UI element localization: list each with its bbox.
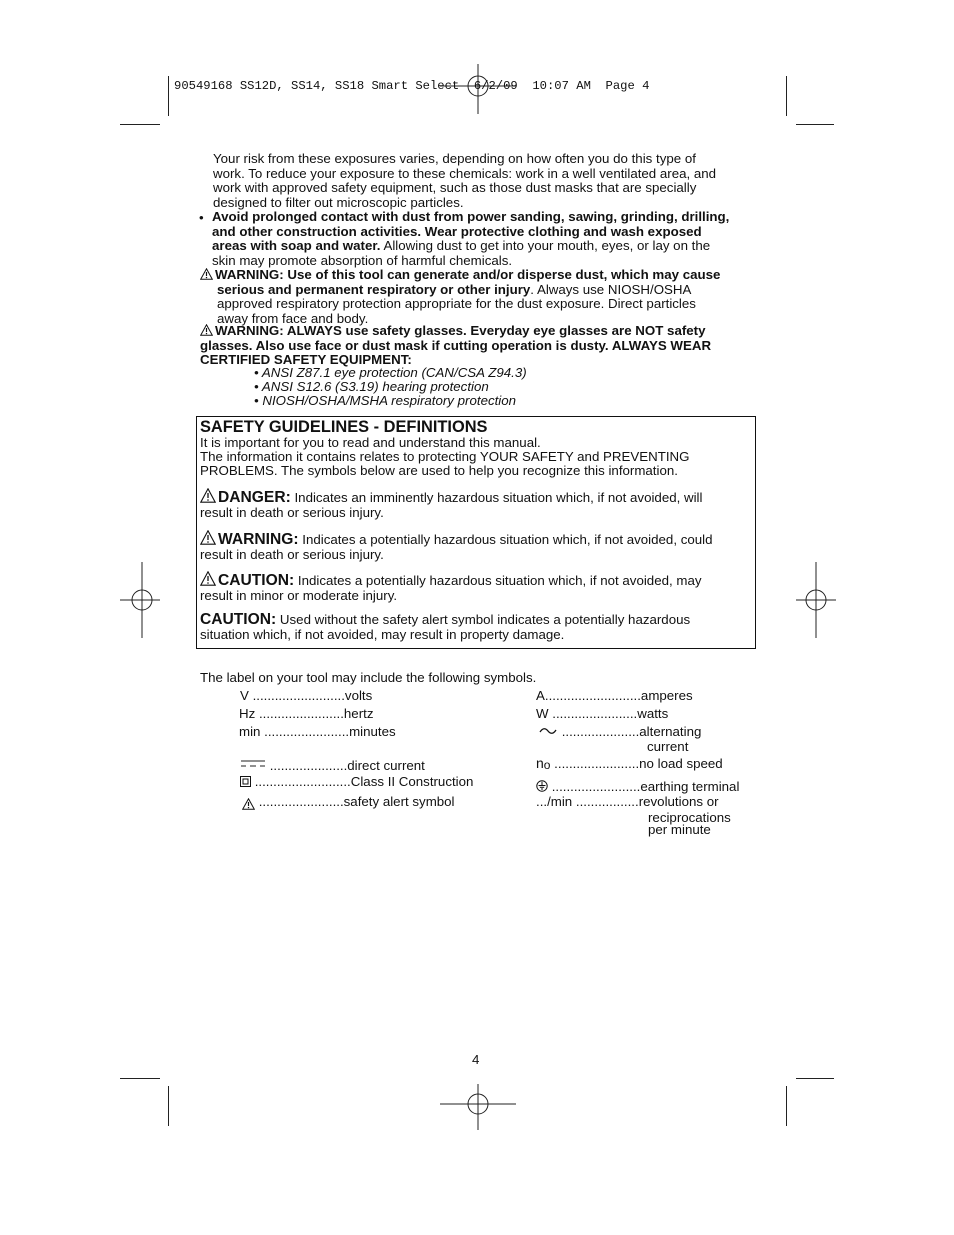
- direct-current-icon: [240, 759, 266, 769]
- text: .....................alternating: [558, 724, 702, 739]
- text-line: PROBLEMS. The symbols below are used to help you recognize this information.: [200, 463, 678, 479]
- warning-label: WARNING:: [218, 531, 299, 548]
- symbol-amperes: A..........................amperes: [536, 688, 693, 703]
- list-item: • ANSI S12.6 (S3.19) hearing protection: [254, 379, 489, 395]
- text-bold: WARNING: Use of this tool can generate and/or disperse dust, which may cause: [215, 267, 721, 282]
- crop-mark: [786, 76, 787, 116]
- symbol-no-load-speed: [536, 755, 723, 772]
- text-line: result in death or serious injury.: [200, 504, 384, 520]
- symbol-revolutions-line2: reciprocations: [648, 810, 731, 825]
- caution-definition: [200, 571, 702, 603]
- danger-definition: [200, 488, 702, 520]
- symbol-class-ii: [240, 774, 473, 789]
- text-line: work with approved safety equipment, such as those dust masks that are specially: [213, 180, 697, 196]
- registration-mark-icon: [120, 562, 160, 638]
- crop-mark: [120, 124, 160, 125]
- caution-label: CAUTION:: [200, 611, 277, 628]
- text-line: The information it contains relates to protecting YOUR SAFETY and PREVENTING: [200, 449, 690, 465]
- text: Indicates an imminently hazardous situation which, if not avoided, will: [290, 490, 703, 505]
- safety-alert-icon: [200, 571, 216, 586]
- bullet-mark: •: [199, 210, 204, 225]
- text-line: result in minor or moderate injury.: [200, 587, 398, 603]
- alternating-current-icon: [538, 726, 558, 736]
- intro-paragraph: [213, 152, 716, 210]
- warning-definition: [200, 530, 713, 562]
- text-bold: serious and permanent respiratory or other injury: [217, 281, 531, 297]
- symbol-hertz: Hz .......................hertz: [239, 706, 374, 721]
- text: ..........................Class II Construction: [251, 774, 474, 789]
- text: Allowing dust to get into your mouth, eyes, or lay on the: [380, 238, 711, 254]
- text-line: It is important for you to read and understand this manual.: [200, 435, 541, 450]
- safety-alert-icon: [200, 268, 213, 280]
- text-bold: areas with soap and water.: [212, 238, 381, 254]
- safety-alert-icon: [200, 488, 216, 503]
- text-line: CERTIFIED SAFETY EQUIPMENT:: [200, 352, 412, 368]
- text-line: and other construction activities. Wear protective clothing and wash exposed: [212, 223, 702, 239]
- text: . Always use NIOSH/OSHA: [530, 281, 692, 297]
- text-line: skin may promote absorption of harmful chemicals.: [212, 252, 513, 268]
- glasses-warning: [200, 324, 711, 368]
- caution-label: CAUTION:: [218, 572, 295, 589]
- safety-alert-icon: [200, 530, 216, 545]
- no-load-speed-subscript: o: [543, 758, 551, 772]
- text: Used without the safety alert symbol indicates a potentially hazardous: [276, 612, 691, 627]
- text-bold: WARNING: ALWAYS use safety glasses. Everyday eye glasses are NOT safety: [215, 323, 706, 338]
- crop-mark: [168, 76, 169, 116]
- text-line: Your risk from these exposures varies, depending on how often you do this type of: [213, 151, 696, 166]
- text: Indicates a potentially hazardous situation which, if not avoided, could: [298, 532, 713, 547]
- dust-warning: [200, 268, 720, 326]
- text-line: situation which, if not avoided, may result in property damage.: [200, 626, 565, 642]
- text-line: work. To reduce your exposure to these chemicals: work in a well ventilated area, and: [213, 165, 717, 181]
- symbol-revolutions-line3: per minute: [648, 822, 711, 837]
- crop-mark: [786, 1086, 787, 1126]
- text-line: away from face and body.: [217, 310, 369, 326]
- symbol-earthing-terminal: [536, 779, 739, 794]
- safety-alert-icon: [242, 798, 255, 810]
- text: .......................no load speed: [550, 756, 723, 771]
- symbol-watts: W .......................watts: [536, 706, 669, 721]
- text-line: result in death or serious injury.: [200, 546, 384, 562]
- text: Indicates a potentially hazardous situation which, if not avoided, may: [294, 573, 702, 588]
- symbol-alternating-current-line2: current: [647, 739, 689, 754]
- list-item: • NIOSH/OSHA/MSHA respiratory protection: [254, 393, 517, 409]
- symbols-intro: The label on your tool may include the following symbols.: [200, 670, 537, 685]
- print-slug: 90549168 SS12D, SS14, SS18 Smart Select 6/2/09 10:07 AM Page 4: [174, 79, 650, 93]
- registration-mark-icon: [796, 562, 836, 638]
- danger-label: DANGER:: [218, 489, 291, 506]
- text-line: designed to filter out microscopic particles.: [213, 194, 464, 210]
- no-load-speed-symbol: n: [536, 755, 544, 771]
- symbol-volts: V .........................volts: [240, 688, 373, 703]
- ppe-list: [254, 366, 527, 409]
- earthing-terminal-icon: [536, 780, 548, 792]
- symbol-alternating-current: [538, 724, 701, 739]
- text: .....................direct current: [266, 758, 425, 773]
- symbol-safety-alert: [242, 794, 455, 810]
- crop-mark: [796, 124, 834, 125]
- text: .......................safety alert symbol: [255, 794, 455, 809]
- list-item: • ANSI Z87.1 eye protection (CAN/CSA Z94.3): [254, 365, 527, 380]
- symbol-minutes: min .......................minutes: [239, 724, 396, 739]
- guidelines-intro: [200, 436, 690, 479]
- symbol-revolutions: .../min .................revolutions or: [536, 794, 719, 809]
- dust-contact-bullet: [212, 210, 729, 268]
- crop-mark: [168, 1086, 169, 1126]
- property-caution-definition: [200, 613, 690, 642]
- symbol-direct-current: [240, 758, 425, 773]
- guidelines-title: SAFETY GUIDELINES - DEFINITIONS: [200, 418, 488, 436]
- text-line: Avoid prolonged contact with dust from power sanding, sawing, grinding, drilling,: [212, 209, 730, 224]
- class-ii-construction-icon: [240, 776, 251, 787]
- text-line: glasses. Also use face or dust mask if cutting operation is dusty. ALWAYS WEAR: [200, 337, 712, 353]
- page-number: 4: [472, 1052, 480, 1067]
- text-line: approved respiratory protection appropriate for the dust exposure. Direct particles: [217, 296, 696, 312]
- safety-alert-icon: [200, 324, 213, 336]
- crop-mark: [120, 1078, 160, 1079]
- crop-mark: [796, 1078, 834, 1079]
- registration-mark-icon: [440, 1084, 516, 1130]
- text: ........................earthing terminal: [548, 779, 740, 794]
